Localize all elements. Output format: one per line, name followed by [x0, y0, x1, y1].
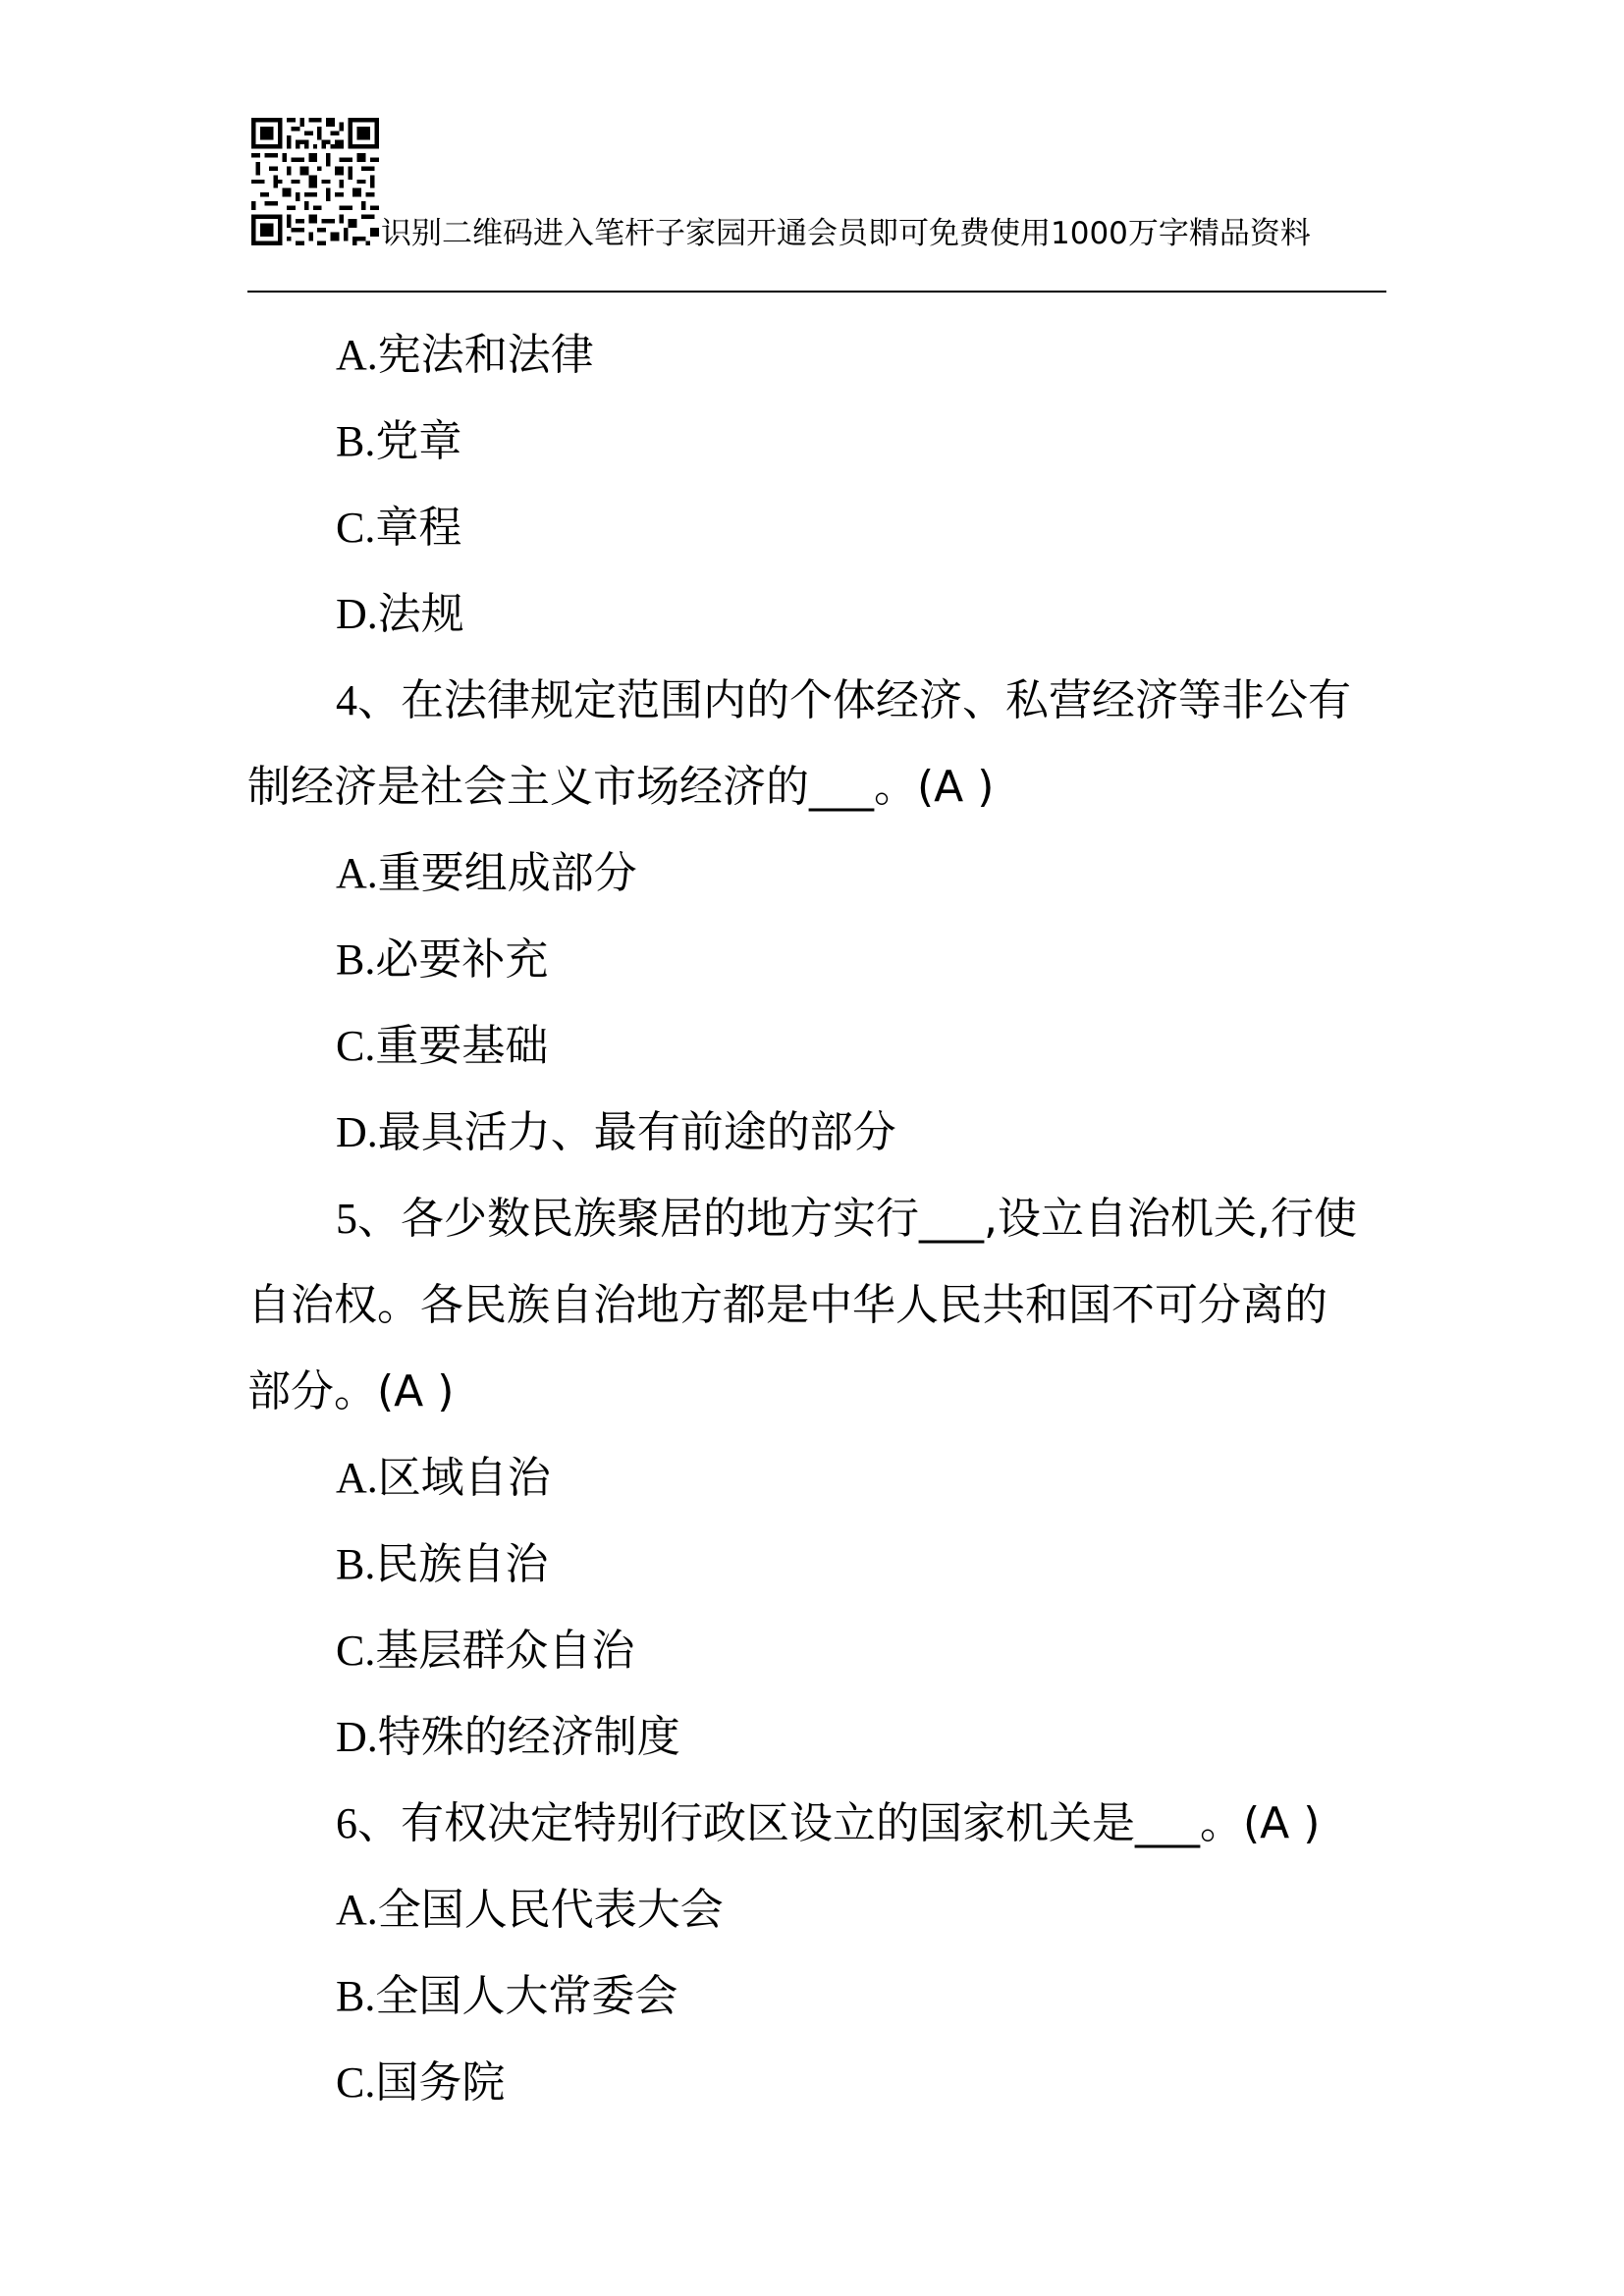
line-text: 特殊的经济制度: [377, 1712, 680, 1762]
line-prefix: A.: [336, 1886, 378, 1934]
document-line: [247, 744, 1386, 830]
document-line: [247, 1090, 1386, 1176]
line-text: 自治权。各民族自治地方都是中华人民共和国不可分离的: [247, 1280, 1327, 1330]
line-text: 全国人民代表大会: [377, 1885, 724, 1935]
header-divider: [247, 291, 1386, 293]
line-text: 部分。(A ): [247, 1366, 455, 1416]
document-line: [247, 312, 1386, 399]
qr-code-icon[interactable]: [251, 118, 379, 245]
line-text: 必要补充: [375, 934, 549, 985]
line-text: 国务院: [375, 2057, 506, 2108]
document-body: [247, 312, 1386, 2126]
line-prefix: A.: [336, 1454, 378, 1502]
line-text: 、有权决定特别行政区设立的国家机关是___。(A ): [357, 1798, 1321, 1848]
document-line: [247, 1522, 1386, 1608]
line-text: 民族自治: [375, 1539, 549, 1589]
line-prefix: D.: [336, 1108, 378, 1156]
document-line: [247, 830, 1386, 917]
document-line: [247, 399, 1386, 485]
line-prefix: 6: [336, 1799, 357, 1847]
document-line: [247, 2040, 1386, 2126]
line-text: 最具活力、最有前途的部分: [377, 1107, 896, 1157]
line-prefix: A.: [336, 849, 378, 897]
line-text: 重要基础: [375, 1021, 549, 1071]
document-line: [247, 658, 1386, 744]
line-prefix: C.: [336, 1627, 376, 1675]
line-text: 全国人大常委会: [375, 1971, 678, 2021]
line-prefix: C.: [336, 1022, 376, 1070]
line-text: 宪法和法律: [377, 330, 594, 380]
line-prefix: B.: [336, 935, 376, 984]
promo-banner-text: 识别二维码进入笔杆子家园开通会员即可免费使用1000万字精品资料: [381, 216, 1311, 251]
line-prefix: 5: [336, 1195, 357, 1243]
document-line: [247, 571, 1386, 658]
document-line: [247, 1953, 1386, 2040]
line-prefix: D.: [336, 1713, 378, 1761]
line-text: 章程: [375, 503, 462, 553]
line-prefix: C.: [336, 2058, 376, 2107]
document-line: [247, 1435, 1386, 1522]
line-text: 法规: [377, 589, 464, 639]
line-text: 党章: [375, 416, 462, 466]
line-prefix: A.: [336, 331, 378, 379]
document-line: [247, 1694, 1386, 1781]
line-prefix: C.: [336, 504, 376, 552]
document-line: [247, 1262, 1386, 1349]
line-prefix: B.: [336, 417, 376, 465]
line-prefix: D.: [336, 590, 378, 638]
document-line: [247, 1781, 1386, 1867]
document-line: [247, 1867, 1386, 1953]
document-line: [247, 1349, 1386, 1435]
document-line: [247, 1176, 1386, 1262]
line-prefix: 4: [336, 676, 357, 724]
line-text: 制经济是社会主义市场经济的___。(A ): [247, 762, 995, 812]
page-header: [247, 116, 1386, 293]
line-text: 、在法律规定范围内的个体经济、私营经济等非公有: [357, 675, 1351, 725]
line-text: 区域自治: [377, 1453, 551, 1503]
line-text: 重要组成部分: [377, 848, 637, 898]
line-prefix: B.: [336, 1972, 376, 2020]
document-line: [247, 1608, 1386, 1694]
document-line: [247, 1003, 1386, 1090]
line-prefix: B.: [336, 1540, 376, 1588]
line-text: 、各少数民族聚居的地方实行___,设立自治机关,行使: [357, 1194, 1357, 1244]
document-line: [247, 917, 1386, 1003]
line-text: 基层群众自治: [375, 1626, 635, 1676]
document-line: [247, 485, 1386, 571]
